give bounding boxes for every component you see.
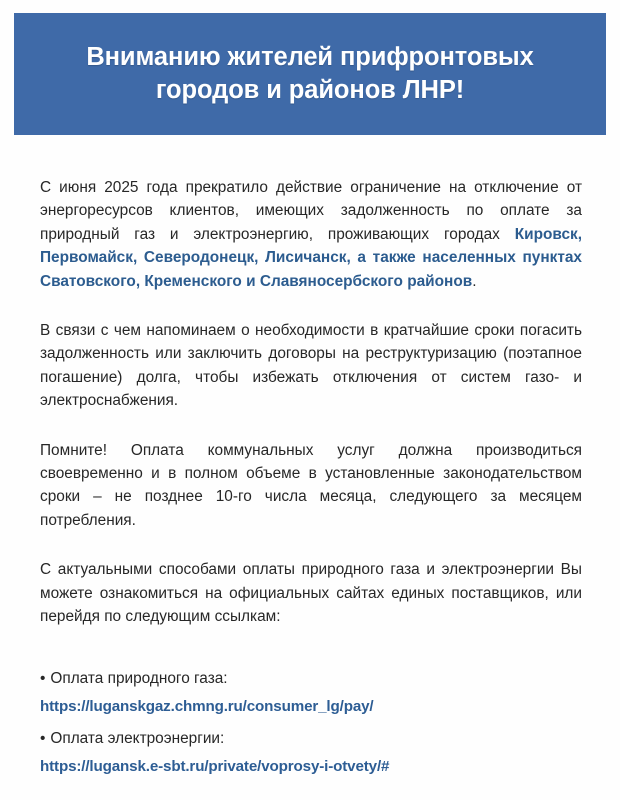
banner-title-line-2: городов и районов ЛНР! <box>155 76 465 104</box>
link-label-electricity <box>40 728 582 750</box>
link-item-gas <box>40 668 582 717</box>
highlighted-localities: Кировск, Первомайск, Северодонецк, Лисичанск, а также населенных пунктах Сватовского, Кременского и Славяносербского районов <box>40 225 582 290</box>
paragraph-payment-methods: С актуальными способами оплаты природного газа и электроэнергии Вы можете ознакомиться на официальных сайтах единых поставщиков, или перейдя по следующим ссылкам: <box>40 561 582 626</box>
bullet-icon: • <box>40 730 46 748</box>
link-item-electricity <box>40 728 582 777</box>
banner-title <box>86 41 533 107</box>
paragraph-debt-reminder: В связи с чем напоминаем о необходимости в кратчайшие сроки погасить задолженность или заключить договоры на реструктуризацию (поэтапное погашение) долга, чтобы избежать отключения от систем газо- и электроснабжения. <box>40 322 582 410</box>
bullet-icon: • <box>40 670 46 687</box>
link-label-electricity-text: Оплата электроэнергии: <box>50 730 225 748</box>
paragraph-payment-deadline: Помните! Оплата коммунальных услуг должна производиться своевременно и в полном объеме в установленные законодательством сроки – не позднее 10-го числа месяца, следующего за месяцем потребления. <box>40 441 582 529</box>
paragraph-1-text-before-highlight: С июня 2025 года прекратило действие ограничение на отключение от энергоресурсов клиентов, имеющих задолженность по оплате за природный газ и электроэнергию, проживающих городах <box>40 179 582 243</box>
header-banner <box>14 13 606 135</box>
body-content <box>40 176 582 629</box>
banner-title-line-1: Вниманию жителей прифронтовых <box>86 42 534 71</box>
links-section <box>40 668 582 777</box>
link-label-gas-text: Оплата природного газа: <box>50 670 228 687</box>
paragraph-1-text-after-highlight: . <box>472 272 477 290</box>
link-url-electricity[interactable]: https://lugansk.e-sbt.ru/private/voprosy-i-otvety/# <box>40 758 390 776</box>
link-label-gas <box>40 668 582 690</box>
link-url-gas[interactable]: https://luganskgaz.chmng.ru/consumer_lg/pay/ <box>40 698 374 716</box>
paragraph-restriction-lifted <box>40 176 582 293</box>
